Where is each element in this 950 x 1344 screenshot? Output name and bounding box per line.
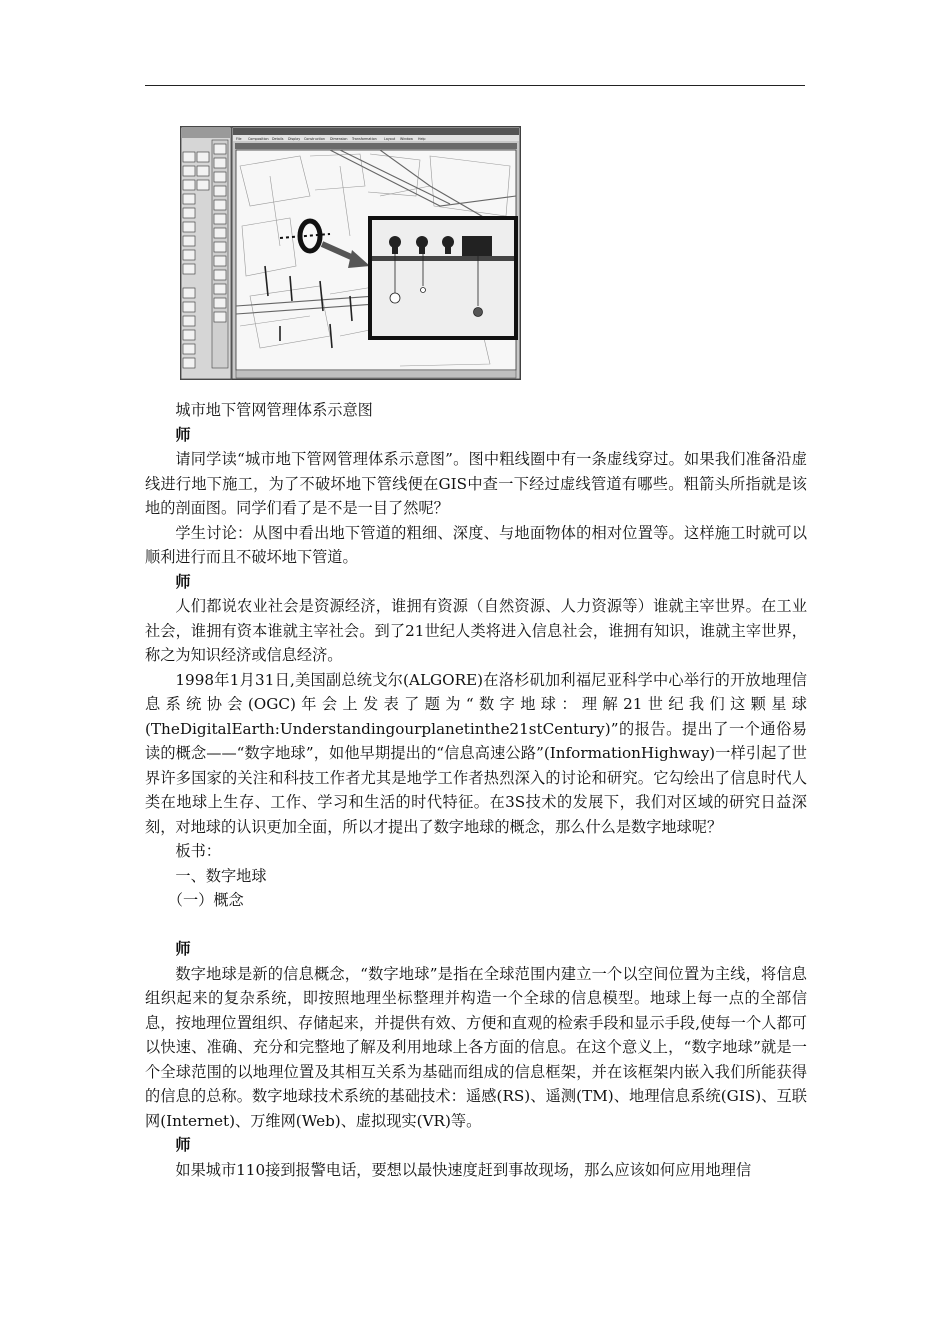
speaker-label: 师	[175, 572, 191, 591]
section-heading: 一、数字地球	[175, 866, 267, 885]
speaker-label: 师	[175, 1136, 191, 1154]
window-title-bar	[233, 128, 519, 135]
menu-item: Composition	[248, 137, 269, 141]
horizontal-scrollbar	[236, 370, 516, 378]
body-paragraph: 请同学读“城市地下管网管理体系示意图”。图中粗线圈中有一条虚线穿过。如果我们准备沿虚线进行地下施工，为了不破坏地下管线便在GIS中查一下经过虚线管道有哪些。粗箭头所指就是该地的剖面图。同学们看了是不是一目了然呢？	[145, 450, 807, 517]
menu-item: Construction	[304, 137, 325, 141]
speaker-label: 师	[175, 425, 191, 444]
menu-item: Layout	[384, 137, 396, 141]
figure-caption: 城市地下管网管理体系示意图	[175, 401, 373, 419]
board-label: 板书：	[175, 842, 221, 860]
menu-item: Transformation	[352, 137, 377, 141]
cross-section-inset	[370, 218, 516, 338]
speaker-label: 师	[175, 940, 191, 958]
body-paragraph: 如果城市110接到报警电话，要想以最快速度赶到事故现场，那么应该如何应用地理信	[175, 1160, 752, 1179]
subsection-heading: （一）概念	[167, 891, 244, 909]
gis-pipe-network-figure	[180, 126, 521, 380]
body-paragraph: 人们都说农业社会是资源经济，谁拥有资源（自然资源、人力资源等）谁就主宰世界。在工业社会，谁拥有资本谁就主宰社会。到了21世纪人类将进入信息社会，谁拥有知识，谁就主宰世界，称之为知识经济或信息经济。	[145, 597, 807, 664]
ground-surface	[372, 256, 514, 261]
menu-item: Display	[288, 137, 301, 141]
menu-item: File	[236, 137, 242, 141]
header-rule	[145, 85, 805, 86]
blank-line	[145, 913, 807, 938]
document-body	[145, 398, 807, 1182]
menu-item: Dimension	[330, 137, 348, 141]
body-paragraph: 数字地球是新的信息概念，“数字地球”是指在全球范围内建立一个以空间位置为主线，将信息组织起来的复杂系统，即按照地理坐标整理并构造一个全球的信息模型。地球上每一点的全部信息，按地理位置组织、存储起来，并提供有效、方便和直观的检索手段和显示手段,使每一个人都可以快速、准确、充分和完整地了解及利用地球上各方面的信息。在这个意义上，“数字地球”就是一个全球范围的以地理位置及其相互关系为基础而组成的信息框架，并在该框架内嵌入我们所能获得的信息的总称。数字地球技术系统的基础技术：遥感(RS)、遥测(TM)、地理信息系统(GIS)、互联网(Internet)、万维网(Web)、虚拟现实(VR)等。	[145, 964, 807, 1130]
body-paragraph: 学生讨论：从图中看出地下管道的粗细、深度、与地面物体的相对位置等。这样施工时就可以顺利进行而且不破坏地下管道。	[145, 523, 807, 566]
menu-item: Help	[418, 137, 426, 141]
menu-item: Window	[400, 137, 413, 141]
menu-item: Details	[272, 137, 284, 141]
body-paragraph: 1998年1月31日,美国副总统戈尔(ALGORE)在洛杉矶加利福尼亚科学中心举行的开放地理信息系统协会(OGC)年会上发表了题为“数字地球：理解21世纪我们这颗星球(TheDigitalEarth:Understandingourplanetinthe21stCentury)”的报告。提出了一个通俗易读的概念——“数字地球”，如他早期提出的“信息高速公路”(InformationHighway)一样引起了世界许多国家的关注和科技工作者尤其是地学工作者热烈深入的讨论和研究。它勾绘出了信息时代人类在地球上生存、工作、学习和生活的时代特征。在3S技术的发展下，我们对区域的研究日益深刻，对地球的认识更加全面，所以才提出了数字地球的概念，那么什么是数字地球呢？	[145, 670, 807, 836]
